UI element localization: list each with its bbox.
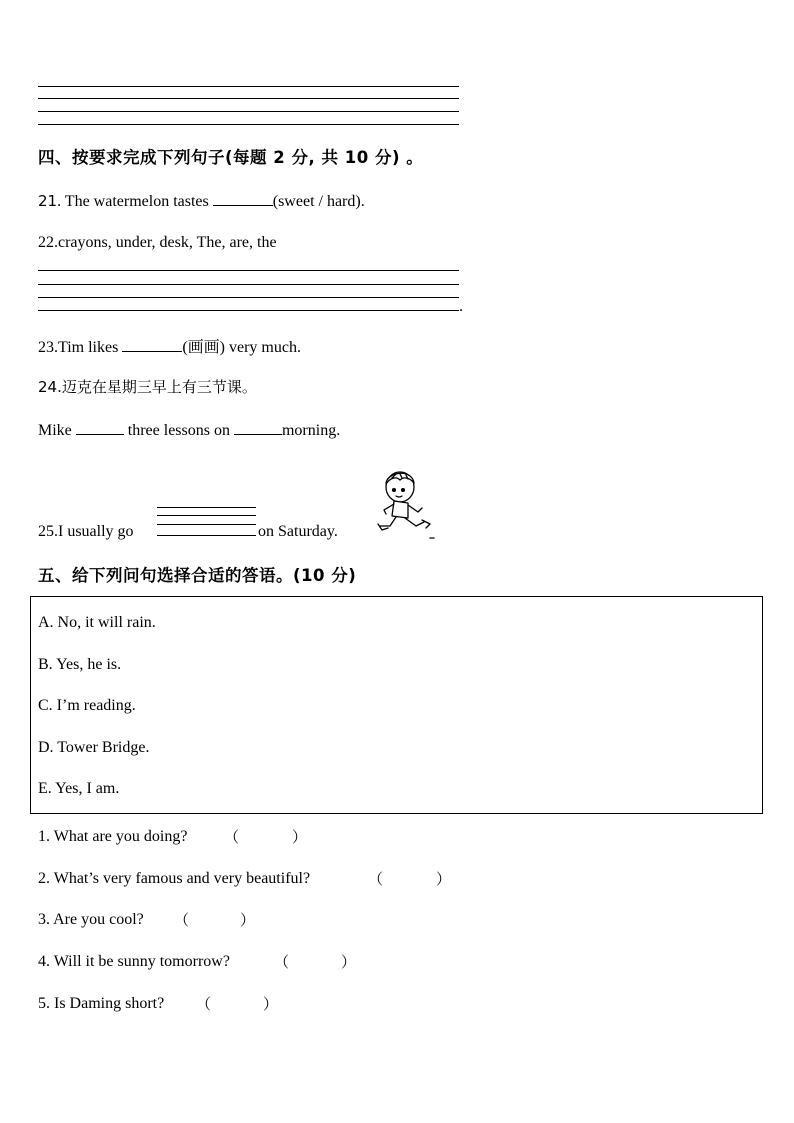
sentence-end-dot: . [459, 298, 463, 315]
question-21 [38, 191, 365, 212]
writing-line[interactable] [157, 535, 256, 536]
writing-line[interactable] [38, 111, 459, 112]
question-text: (sweet / hard). [272, 193, 365, 210]
answer-paren-open[interactable]: （ [174, 911, 190, 929]
section-4-heading: 四、按要求完成下列句子(每题 2 分, 共 10 分) 。 [38, 148, 424, 167]
question-3: 3. Are you cool? [38, 911, 144, 928]
question-text: (画画) very much. [182, 339, 301, 356]
question-text: . The watermelon tastes [57, 193, 213, 210]
option-b: B. Yes, he is. [38, 656, 122, 673]
answer-blank[interactable] [76, 420, 124, 435]
question-text: morning. [281, 422, 341, 439]
option-e: E. Yes, I am. [38, 780, 120, 797]
question-23 [38, 337, 301, 358]
answer-paren-open[interactable]: （ [224, 828, 240, 846]
writing-line[interactable] [157, 524, 256, 525]
question-24-english [38, 420, 340, 441]
question-text: three lessons on [123, 422, 234, 439]
question-text: Mike [38, 422, 76, 439]
option-a: A. No, it will rain. [38, 614, 156, 631]
answer-paren-open[interactable]: （ [274, 953, 290, 971]
option-d: D. Tower Bridge. [38, 739, 150, 756]
question-1: 1. What are you doing? [38, 828, 188, 845]
writing-line[interactable] [38, 284, 459, 285]
question-4: 4. Will it be sunny tomorrow? [38, 953, 230, 970]
writing-line[interactable] [157, 507, 256, 508]
writing-line[interactable] [38, 310, 459, 311]
answer-paren-close[interactable]: ） [292, 828, 308, 846]
writing-line[interactable] [38, 270, 459, 271]
answer-paren-open[interactable]: （ [368, 870, 384, 888]
writing-line[interactable] [38, 124, 459, 125]
answer-blank[interactable] [213, 191, 273, 206]
running-boy-image [374, 468, 436, 540]
writing-line[interactable] [38, 297, 459, 298]
answer-paren-open[interactable]: （ [196, 995, 212, 1013]
writing-line[interactable] [38, 98, 459, 99]
question-number: 21 [38, 192, 58, 210]
answer-paren-close[interactable]: ） [263, 995, 279, 1013]
answer-paren-close[interactable]: ） [436, 870, 452, 888]
question-24-chinese: 24.迈克在星期三早上有三节课。 [38, 378, 257, 396]
question-2: 2. What’s very famous and very beautiful? [38, 870, 311, 887]
answer-blank[interactable] [122, 337, 182, 352]
question-25-after: on Saturday. [258, 523, 338, 540]
question-5: 5. Is Daming short? [38, 995, 165, 1012]
section-5-heading: 五、给下列问句选择合适的答语。(10 分) [38, 566, 357, 585]
answer-blank[interactable] [234, 420, 282, 435]
question-text: 23.Tim likes [38, 339, 123, 356]
writing-line[interactable] [38, 86, 459, 87]
question-25-before: 25.I usually go [38, 523, 134, 540]
writing-line[interactable] [157, 515, 256, 516]
question-22: 22.crayons, under, desk, The, are, the [38, 234, 277, 251]
option-c: C. I’m reading. [38, 697, 136, 714]
answer-paren-close[interactable]: ） [240, 911, 256, 929]
answer-paren-close[interactable]: ） [341, 953, 357, 971]
